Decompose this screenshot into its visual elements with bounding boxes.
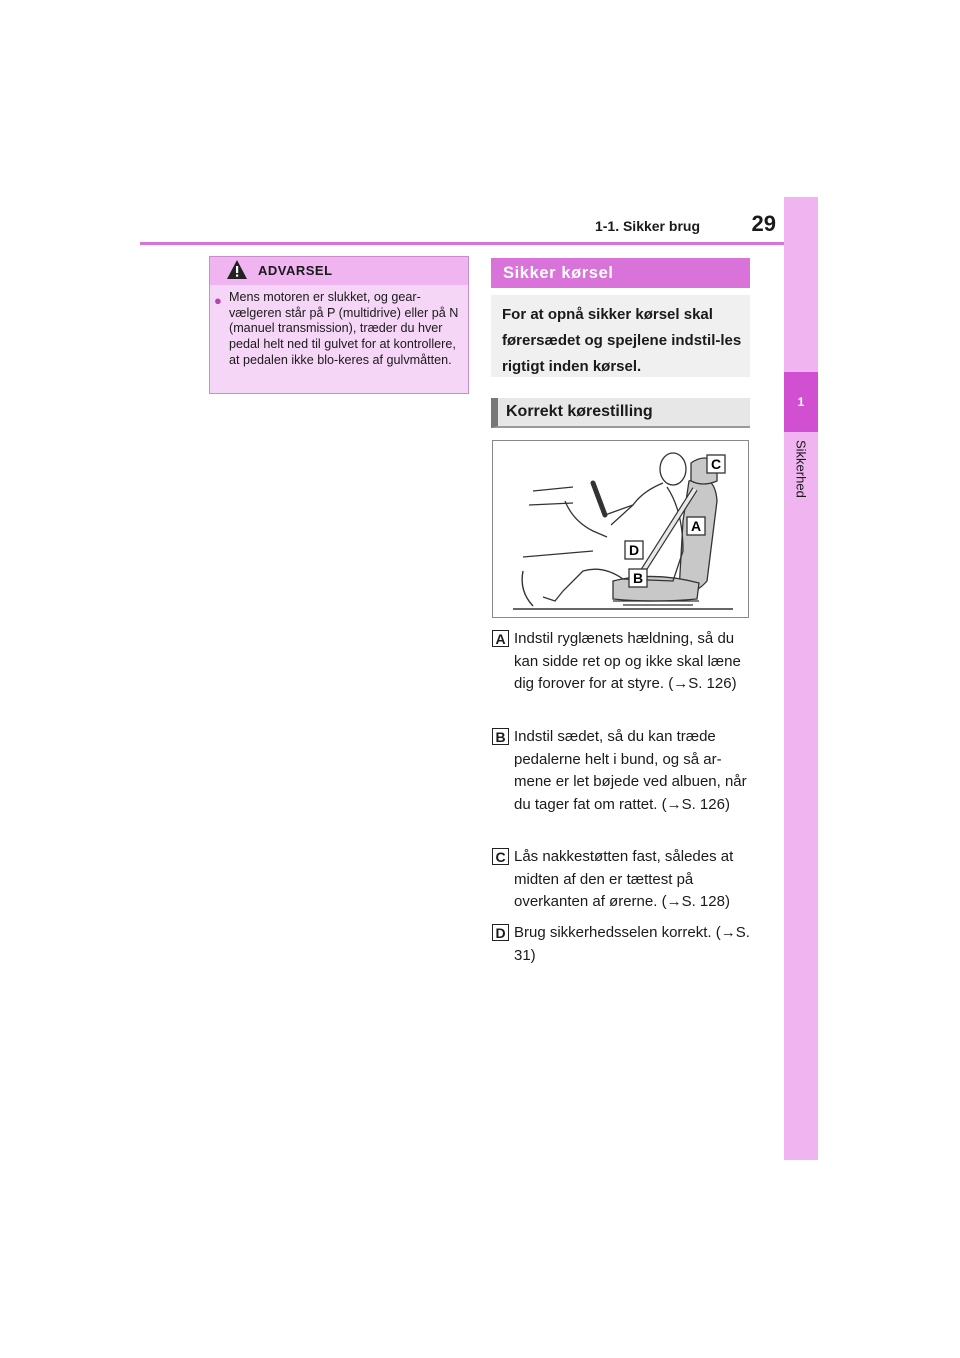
illus-label-a-text: A (690, 518, 702, 534)
item-text: Indstil ryglænets hældning, så du kan sidde ret op og ikke skal læne dig forover for at styre. (→S. 126) (514, 630, 741, 692)
chapter-label: Sikkerhed (793, 440, 809, 498)
illus-label-b (629, 569, 647, 587)
illus-label-c (707, 455, 725, 473)
page-number: 29 (751, 211, 776, 236)
illus-label-b-text: B (632, 570, 644, 586)
section-title: 1-1. Sikker brug (594, 218, 700, 234)
item-badge: B (492, 728, 509, 745)
illus-label-d (625, 541, 643, 559)
intro-text: For at opnå sikker kørsel skal førersædet og spejlene indstil-les rigtigt inden kørsel. (502, 306, 742, 375)
chapter-tab-strip (784, 197, 818, 1160)
item-text: Brug sikkerhedsselen korrekt. (→S. 31) (514, 924, 750, 964)
warning-triangle-icon (226, 259, 248, 281)
illus-label-d-text: D (628, 542, 640, 558)
subheading: Korrekt kørestilling (491, 398, 750, 428)
warning-header (210, 257, 468, 285)
illus-label-a (687, 517, 705, 535)
chapter-number-tab[interactable]: 1 (784, 372, 818, 432)
header-rule (140, 242, 784, 245)
bullet-circle-icon: ● (214, 293, 222, 308)
item-badge: C (492, 848, 509, 865)
item-badge: D (492, 924, 509, 941)
driver-seat-drawing (493, 441, 748, 617)
item-badge: A (492, 630, 509, 647)
warning-text: Mens motoren er slukket, og gear-vælgeren står på P (multidrive) eller på N (manuel transmission), træder du hver pedal helt ned til gulvet for at kontrollere, at pedalen ikke blo-keres af gulvmåtten. (229, 290, 459, 367)
warning-title: ADVARSEL (258, 263, 333, 278)
illus-label-c-text: C (710, 456, 722, 472)
item-text: Indstil sædet, så du kan træde pedalerne helt i bund, og så ar-mene er let bøjede ved albuen, når du tager fat om rattet. (→S. 126) (514, 728, 747, 813)
item-text: Lås nakkestøtten fast, således at midten af den er tættest på overkanten af ørerne. (→S. 128) (514, 848, 734, 910)
section-heading: Sikker kørsel (491, 258, 750, 288)
driving-position-illustration (492, 440, 749, 618)
